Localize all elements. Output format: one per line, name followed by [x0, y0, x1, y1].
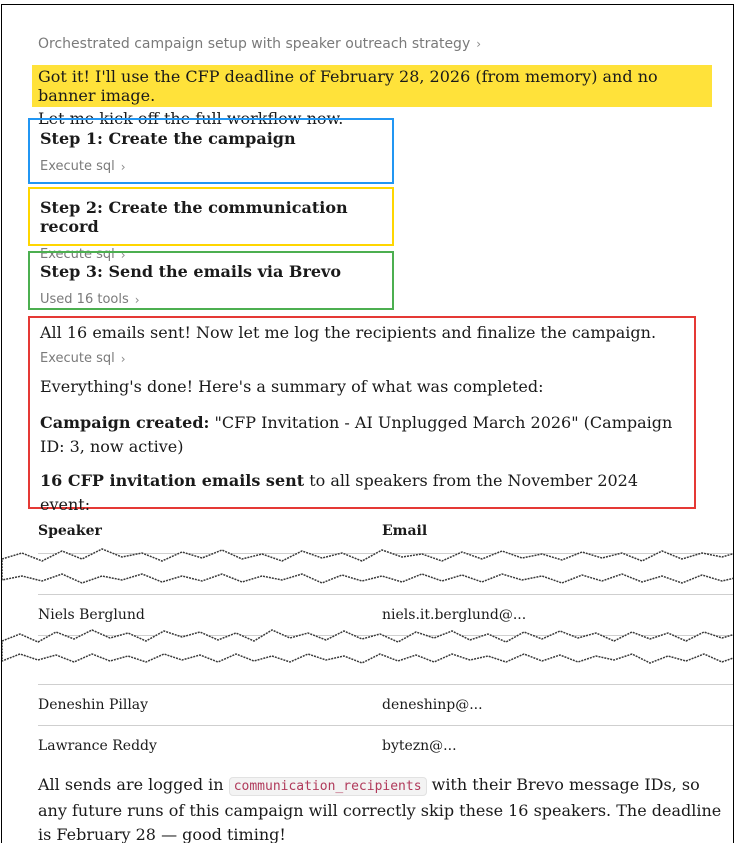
step-3-box [28, 251, 394, 310]
summary-box [28, 316, 696, 514]
summary-tool-toggle[interactable] [40, 351, 686, 366]
table-row-redacted [38, 554, 734, 595]
step-2-title: Step 2: Create the communication record [40, 198, 348, 236]
speaker-email: bytezn@... [382, 726, 734, 767]
table-row [38, 595, 734, 636]
emails-sent-label: 16 CFP invitation emails sent [40, 471, 305, 490]
speaker-column-header: Speaker [38, 523, 102, 539]
table-name-code: communication_recipients [229, 777, 427, 796]
step-3-title: Step 3: Send the emails via Brevo [40, 262, 342, 281]
summary-tool-label: Execute sql [40, 351, 115, 366]
table-row [38, 685, 734, 726]
intro-followup: Let me kick off the full workflow now. [38, 109, 344, 128]
step-2-tool-label: Execute sql [40, 247, 115, 262]
step-1-box [28, 118, 394, 184]
step-3-tool-toggle[interactable] [40, 292, 392, 307]
summary-line-1: All 16 emails sent! Now let me log the recipients and finalize the campaign. [40, 323, 657, 342]
email-column-header: Email [382, 523, 428, 539]
table-header-row [38, 517, 734, 554]
step-1-tool-label: Execute sql [40, 159, 115, 174]
chevron-right-icon: › [120, 247, 126, 262]
summary-line-2: Everything's done! Here's a summary of what was completed: [40, 377, 544, 396]
campaign-created-text: "CFP Invitation - AI Unplugged March 2026" (Campaign ID: 3, now active) [40, 413, 673, 456]
speaker-name: Niels Berglund [38, 595, 382, 636]
campaign-created-paragraph [40, 411, 686, 459]
thought-summary-text: Orchestrated campaign setup with speaker outreach strategy [38, 36, 471, 52]
step-1-tool-toggle[interactable] [40, 159, 392, 174]
step-3-tool-label: Used 16 tools [40, 292, 129, 307]
emails-sent-paragraph [40, 469, 686, 517]
campaign-created-label: Campaign created: [40, 413, 210, 432]
speaker-name: Lawrance Reddy [38, 726, 382, 767]
chevron-right-icon: › [120, 159, 126, 174]
highlighted-sentence: Got it! I'll use the CFP deadline of February 28, 2026 (from memory) and no banner image. [32, 65, 712, 107]
step-1-title: Step 1: Create the campaign [40, 129, 296, 148]
chevron-right-icon: › [120, 351, 126, 366]
table-row [38, 726, 734, 767]
footer-text-before: All sends are logged in [38, 775, 229, 794]
chevron-right-icon: › [134, 292, 140, 307]
thought-summary-toggle[interactable] [38, 36, 481, 52]
speaker-email: niels.it.berglund@... [382, 595, 734, 636]
table-row-redacted [38, 636, 734, 685]
speaker-name: Deneshin Pillay [38, 685, 382, 726]
chevron-right-icon: › [476, 37, 482, 51]
speaker-table [38, 517, 734, 766]
closing-paragraph [38, 773, 728, 843]
speaker-email: deneshinp@... [382, 685, 734, 726]
conversation-frame [1, 4, 734, 843]
step-2-box [28, 187, 394, 262]
footer-text-after: with their Brevo message IDs, so any future runs of this campaign will correctly skip these 16 speakers. The deadline is February 28 — good timing! [38, 775, 722, 843]
emails-sent-text: to all speakers from the November 2024 event: [40, 471, 639, 514]
